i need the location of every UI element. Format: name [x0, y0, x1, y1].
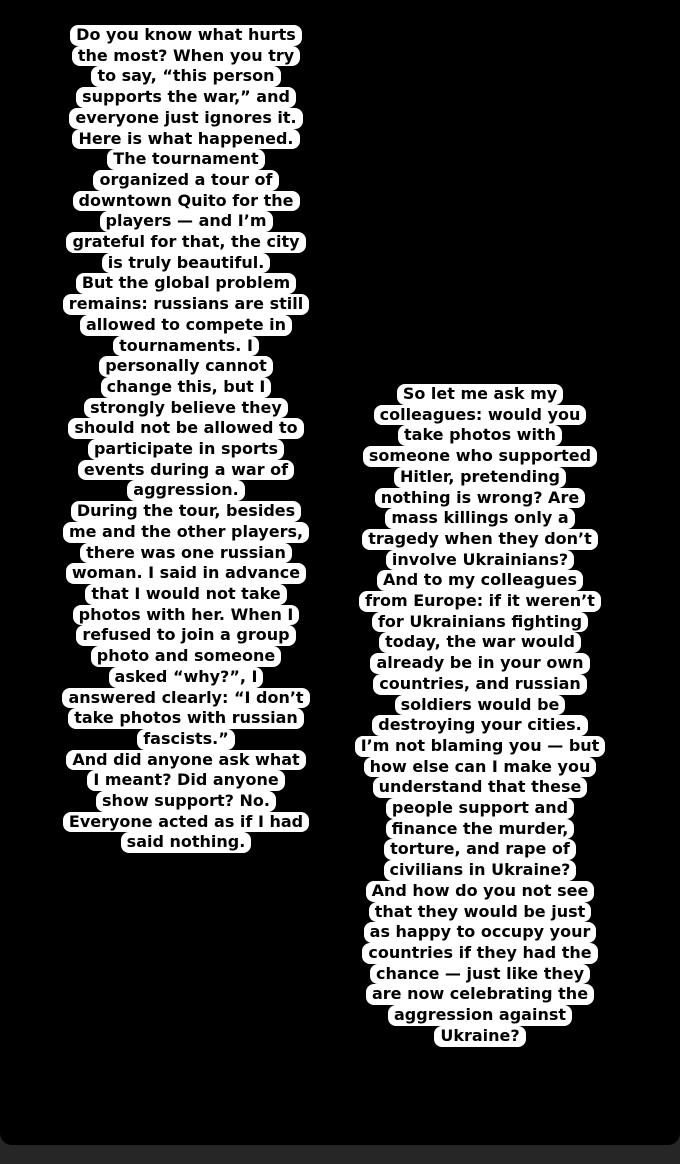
right-text-line: I’m not blaming you — but	[355, 736, 606, 757]
right-text-line: Hitler, pretending	[394, 467, 566, 488]
right-text-line: for Ukrainians fighting	[372, 612, 588, 633]
left-text-line: Everyone acted as if I had	[63, 812, 309, 833]
right-text-line: are now celebrating the	[366, 984, 594, 1005]
left-text-line: fascists.”	[137, 729, 235, 750]
left-text-line: But the global problem	[76, 273, 296, 294]
right-text-line: countries if they had the	[362, 943, 597, 964]
left-text-line: strongly believe they	[84, 398, 288, 419]
right-text-line: mass killings only a	[385, 508, 574, 529]
right-text-line: take photos with	[398, 425, 562, 446]
left-text-line: allowed to compete in	[80, 315, 292, 336]
right-text-line: And how do you not see	[366, 881, 595, 902]
left-text-line: And did anyone ask what	[66, 750, 305, 771]
left-text-line: answered clearly: “I don’t	[62, 688, 309, 709]
left-text-line: supports the war,” and	[76, 87, 296, 108]
right-text-line: So let me ask my	[397, 384, 563, 405]
right-text-line: torture, and rape of	[384, 839, 576, 860]
left-text-line: I meant? Did anyone	[87, 770, 284, 791]
left-text-line: the most? When you try	[72, 46, 300, 67]
right-text-line: chance — just like they	[370, 964, 590, 985]
right-text-line: countries, and russian	[373, 674, 587, 695]
right-text-line: people support and	[386, 798, 574, 819]
left-text-line: photos with her. When I	[73, 605, 300, 626]
right-text-line: finance the murder,	[386, 819, 575, 840]
right-text-line: tragedy when they don’t	[362, 529, 598, 550]
left-text-line: show support? No.	[96, 791, 276, 812]
left-text-line: that I would not take	[85, 584, 286, 605]
right-text-line: aggression against	[388, 1005, 572, 1026]
right-text-line: involve Ukrainians?	[386, 550, 574, 571]
left-text-line: photo and someone	[91, 646, 282, 667]
left-text-line: everyone just ignores it.	[69, 108, 302, 129]
left-text-line: grateful for that, the city	[66, 232, 305, 253]
right-text-line: Ukraine?	[434, 1026, 525, 1047]
right-text-line: from Europe: if it weren’t	[359, 591, 601, 612]
right-text-line: And to my colleagues	[377, 570, 583, 591]
left-text-line: asked “why?”, I	[109, 667, 264, 688]
left-text-line: organized a tour of	[93, 170, 278, 191]
left-text-line: woman. I said in advance	[66, 563, 306, 584]
left-text-line: change this, but I	[101, 377, 272, 398]
right-text-block	[360, 384, 600, 1047]
right-text-line: as happy to occupy your	[364, 922, 597, 943]
left-text-line: me and the other players,	[63, 522, 309, 543]
left-text-line: said nothing.	[121, 832, 252, 853]
left-text-line: remains: russians are still	[63, 294, 309, 315]
left-text-line: personally cannot	[99, 356, 273, 377]
right-text-line: how else can I make you	[364, 757, 597, 778]
left-text-line: downtown Quito for the	[73, 191, 300, 212]
left-text-line: there was one russian	[80, 543, 292, 564]
left-text-line: Here is what happened.	[72, 129, 299, 150]
right-text-line: civilians in Ukraine?	[384, 860, 577, 881]
left-text-line: take photos with russian	[68, 708, 304, 729]
right-text-line: soldiers would be	[395, 695, 566, 716]
left-text-line: should not be allowed to	[68, 418, 303, 439]
left-text-line: to say, “this person	[91, 66, 280, 87]
right-text-line: someone who supported	[363, 446, 597, 467]
left-text-line: The tournament	[107, 149, 264, 170]
right-text-line: already be in your own	[370, 653, 589, 674]
right-text-line: today, the war would	[379, 632, 581, 653]
left-text-line: tournaments. I	[113, 336, 259, 357]
left-text-line: During the tour, besides	[71, 501, 301, 522]
left-text-line: players — and I’m	[100, 211, 273, 232]
right-text-line: destroying your cities.	[372, 715, 588, 736]
right-text-line: colleagues: would you	[374, 405, 587, 426]
right-text-line: that they would be just	[369, 902, 592, 923]
right-text-line: nothing is wrong? Are	[375, 488, 585, 509]
left-text-line: Do you know what hurts	[70, 25, 302, 46]
left-text-line: participate in sports	[88, 439, 284, 460]
left-text-line: refused to join a group	[76, 625, 295, 646]
left-text-block	[68, 25, 304, 853]
right-text-line: understand that these	[373, 777, 588, 798]
left-text-line: aggression.	[127, 480, 244, 501]
left-text-line: events during a war of	[78, 460, 294, 481]
left-text-line: is truly beautiful.	[102, 253, 271, 274]
